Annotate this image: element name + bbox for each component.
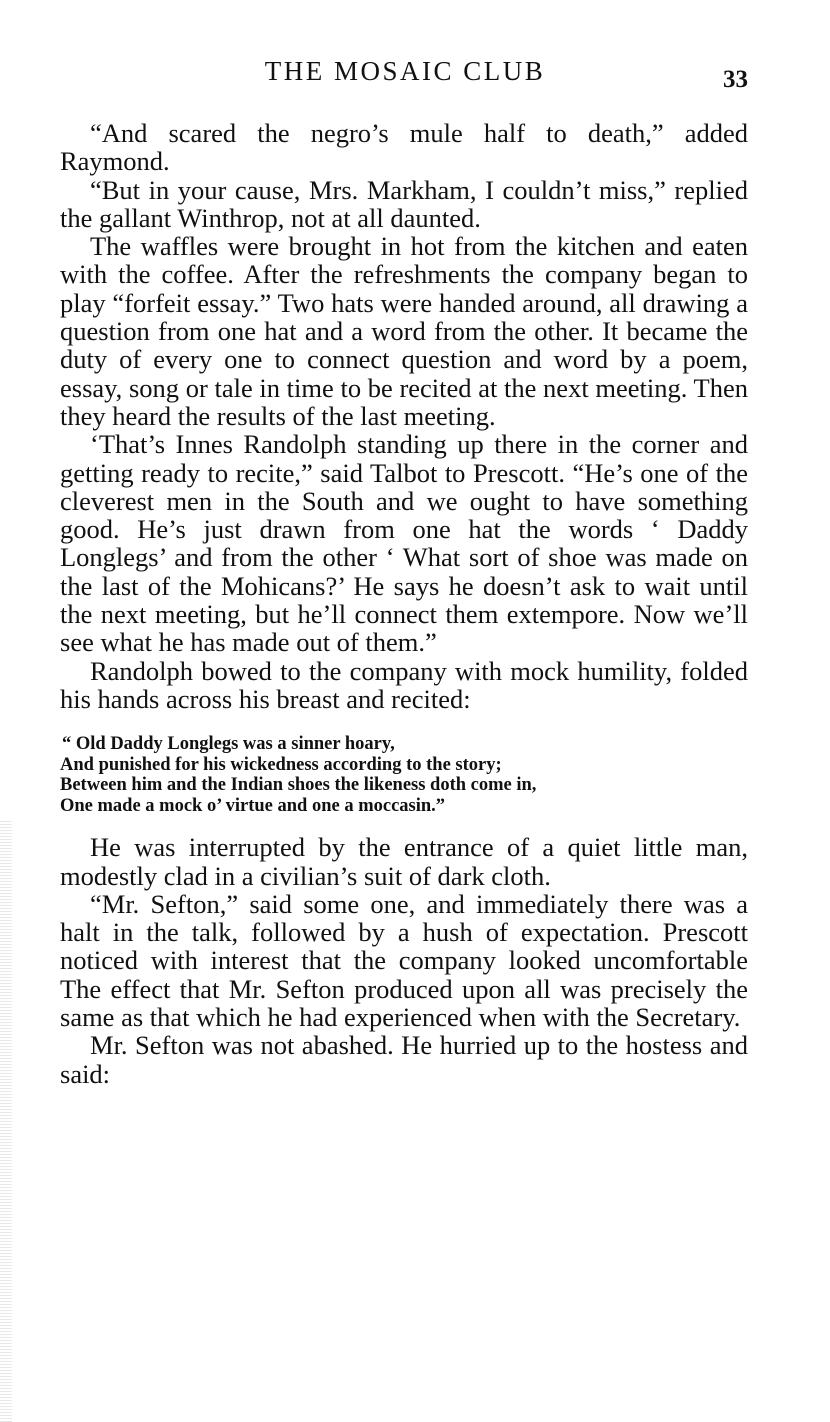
paragraph: “But in your cause, Mrs. Markham, I couldn’t miss,” replied the gallant Winthrop, not at all daunted. xyxy=(60,174,748,233)
paragraph: Randolph bowed to the company with mock humility, folded his hands across his breast and recited: xyxy=(60,655,748,714)
paragraph: ‘That’s Innes Randolph standing up there in the corner and getting ready to recite,” said Talbot to Prescott. “He’s one of the cleverest men in the South and we ought to have something good. He’s just drawn from one hat the words ‘ Daddy Longlegs’ and from the other ‘ What sort of shoe was made on the last of the Mohicans?’ He says he doesn’t ask to wait until the next meeting, but he’ll connect them extempore. Now we’ll see what he has made out of them.” xyxy=(60,429,748,658)
body-text xyxy=(60,119,748,1088)
verse-line: Between him and the Indian shoes the likeness doth come in, xyxy=(60,775,537,796)
verse-line: One made a mock o’ virtue and one a moccasin.” xyxy=(60,795,446,816)
verse-line: And punished for his wickedness according to the story; xyxy=(60,754,502,775)
paragraph: Mr. Sefton was not abashed. He hurried up to the hostess and said: xyxy=(60,1030,748,1089)
paragraph: The waffles were brought in hot from the kitchen and eaten with the coffee. After the refreshments the company began to play “forfeit essay.” Two hats were handed around, all drawing a question from one hat and a word from the other. It became the duty of every one to connect question and word by a poem, essay, song or tale in time to be recited at the next meeting. Then they heard the results of the last meeting. xyxy=(60,231,748,431)
scan-edge-artifact xyxy=(0,820,12,1422)
paragraph: “Mr. Sefton,” said some one, and immediately there was a halt in the talk, followed by a hush of expectation. Prescott noticed with interest that the company looked uncomfortable The effect that Mr. Sefton produced upon all was precisely the same as that which he had experienced when with the Secretary. xyxy=(60,888,748,1033)
running-head: THE MOSAIC CLUB xyxy=(264,56,546,86)
paragraph: “And scared the negro’s mule half to death,” added Raymond. xyxy=(60,118,748,177)
page-header xyxy=(60,56,750,96)
page-number: 33 xyxy=(723,66,748,93)
verse-quotation xyxy=(60,734,748,816)
verse-line: “ Old Daddy Longlegs was a sinner hoary, xyxy=(62,734,395,755)
paragraph: He was interrupted by the entrance of a quiet little man, modestly clad in a civilian’s suit of dark cloth. xyxy=(60,832,748,891)
